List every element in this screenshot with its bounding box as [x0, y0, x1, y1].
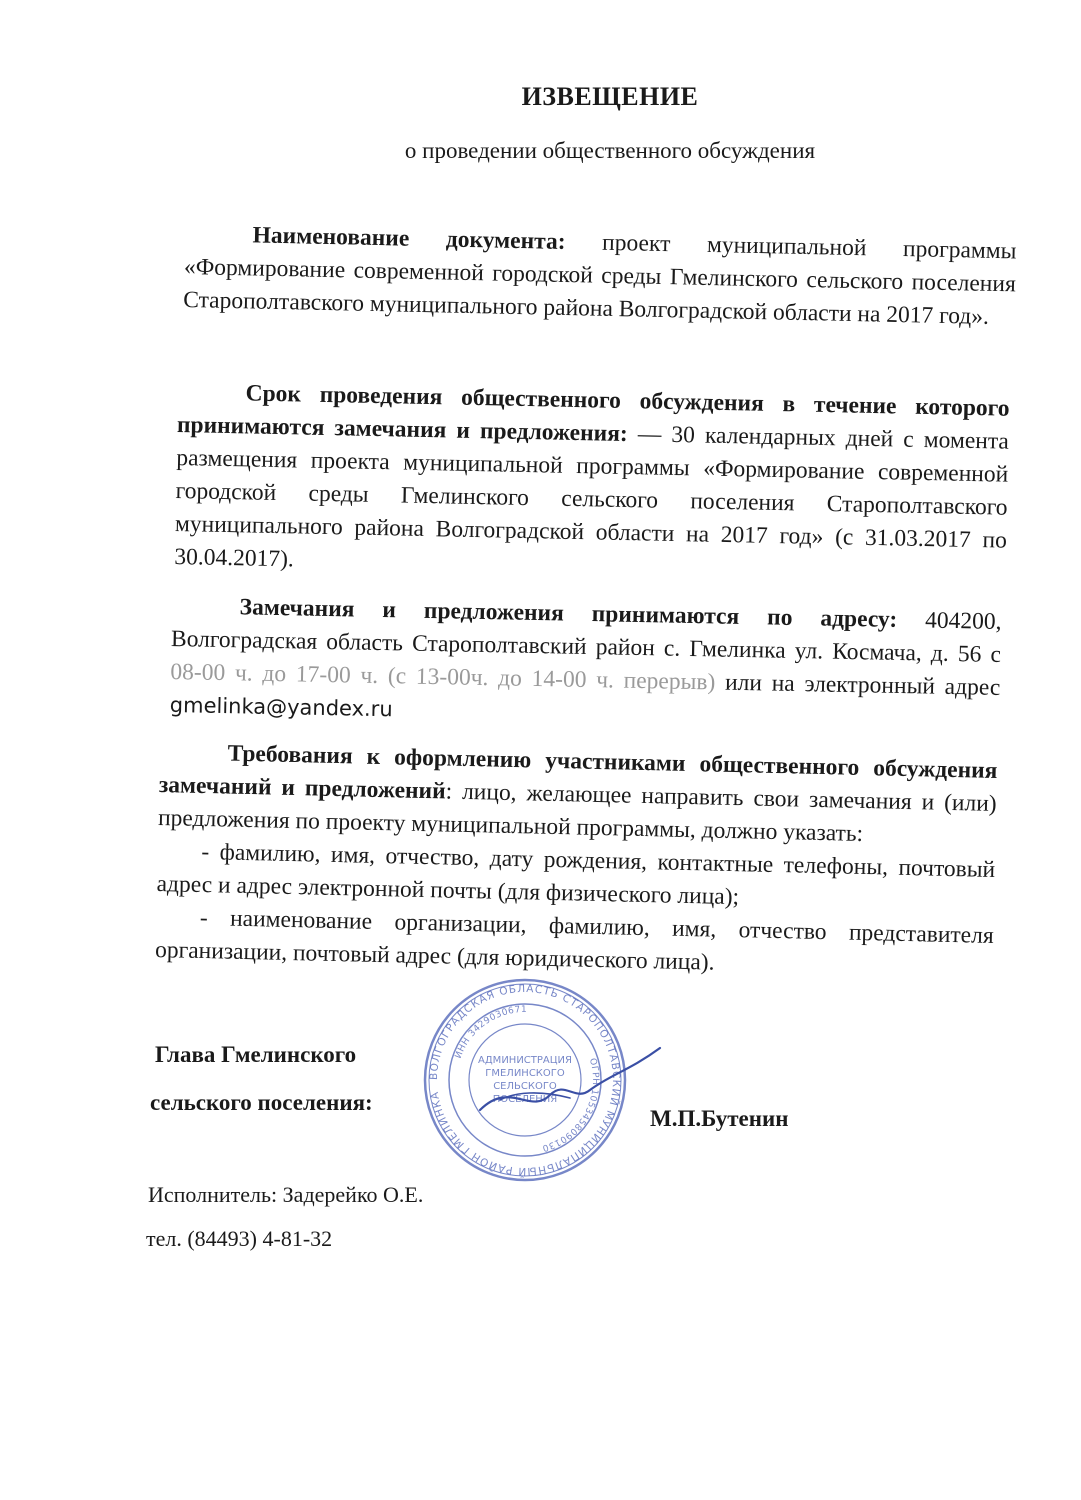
- stamp-ring-text: ВОЛГОГРАДСКАЯ ОБЛАСТЬ СТАРОПОЛТАВСКИЙ МУНИЦИПАЛЬНЫЙ РАЙОН ГМЕЛИНКА: [427, 982, 623, 1178]
- paragraph-document-name: [183, 218, 1017, 334]
- email-address: gmelinka@yandex.ru: [169, 692, 393, 722]
- requirements-label: Требования к оформлению участниками общественного обсуждения замечаний и предложений: [158, 740, 998, 805]
- address-text-after: или на электронный адрес: [724, 669, 1001, 701]
- document-subtitle: о проведении общественного обсуждения: [404, 138, 816, 163]
- discussion-period-label: Срок проведения общественного обсуждения в течение которого принимаются замечания и предложения:: [176, 380, 1010, 448]
- paragraph-discussion-period: [174, 376, 1010, 591]
- stamp-center-line: ПОСЕЛЕНИЯ: [492, 1094, 558, 1105]
- signer-name: М.П.Бутенин: [650, 1106, 789, 1131]
- handwritten-signature: [470, 1040, 670, 1130]
- stamp-center-line: СЕЛЬСКОГО: [493, 1081, 557, 1092]
- address-text: 404200, Волгоградская область Старополтавский район с. Гмелинка ул. Космача, д. 56 с: [170, 607, 1002, 668]
- executor-line: Исполнитель: Задерейко О.Е.: [148, 1182, 424, 1207]
- requirement-item-text: - фамилию, имя, отчество, дату рождения, контактные телефоны, почтовый адрес и адрес электронной почты (для физического лица);: [156, 838, 996, 911]
- document-name-text: проект муниципальной программы «Формирование современной городской среды Гмелинского сельского поселения Старополтавского муниципального района Волгоградской области на 2017 год».: [183, 229, 1017, 330]
- stamp-center-line: ГМЕЛИНСКОГО: [485, 1068, 565, 1079]
- stamp-center-line: АДМИНИСТРАЦИЯ: [478, 1055, 572, 1066]
- address-label: Замечания и предложения принимаются по адресу:: [239, 594, 898, 633]
- paragraph-requirements: [155, 736, 998, 986]
- stamp-inner-text: ИНН 3429030671: [453, 1004, 528, 1061]
- requirement-item-text: - наименование организации, фамилию, имя, отчество представителя организации, почтовый адрес (для юридического лица).: [154, 904, 994, 976]
- paragraph-address: [169, 590, 1001, 738]
- signer-position-line2: сельского поселения:: [150, 1090, 373, 1115]
- signer-position-line1: Глава Гмелинского: [155, 1042, 357, 1067]
- working-hours: 08-00 ч. до 17-00 ч. (с 13-00ч. до 14-00 ч. перерыв): [170, 658, 716, 696]
- phone-line: тел. (84493) 4-81-32: [146, 1226, 333, 1251]
- document-name-label: Наименование документа:: [252, 222, 566, 255]
- stamp-inner-text: ОГРН 1053458090130: [540, 1057, 601, 1153]
- document-title: ИЗВЕЩЕНИЕ: [521, 82, 699, 111]
- discussion-period-text: — 30 календарных дней с момента размещения проекта муниципальной программы «Формирование современной городской среды Гмелинского сельского поселения Старополтавского муниципального района Волгоградской области на 2017 год» (с 31.03.2017 по 30.04.2017).: [174, 421, 1010, 573]
- requirements-text: : лицо, желающее направить свои замечания и (или) предложения по проекту муниципальной программы, должно указать:: [157, 778, 997, 847]
